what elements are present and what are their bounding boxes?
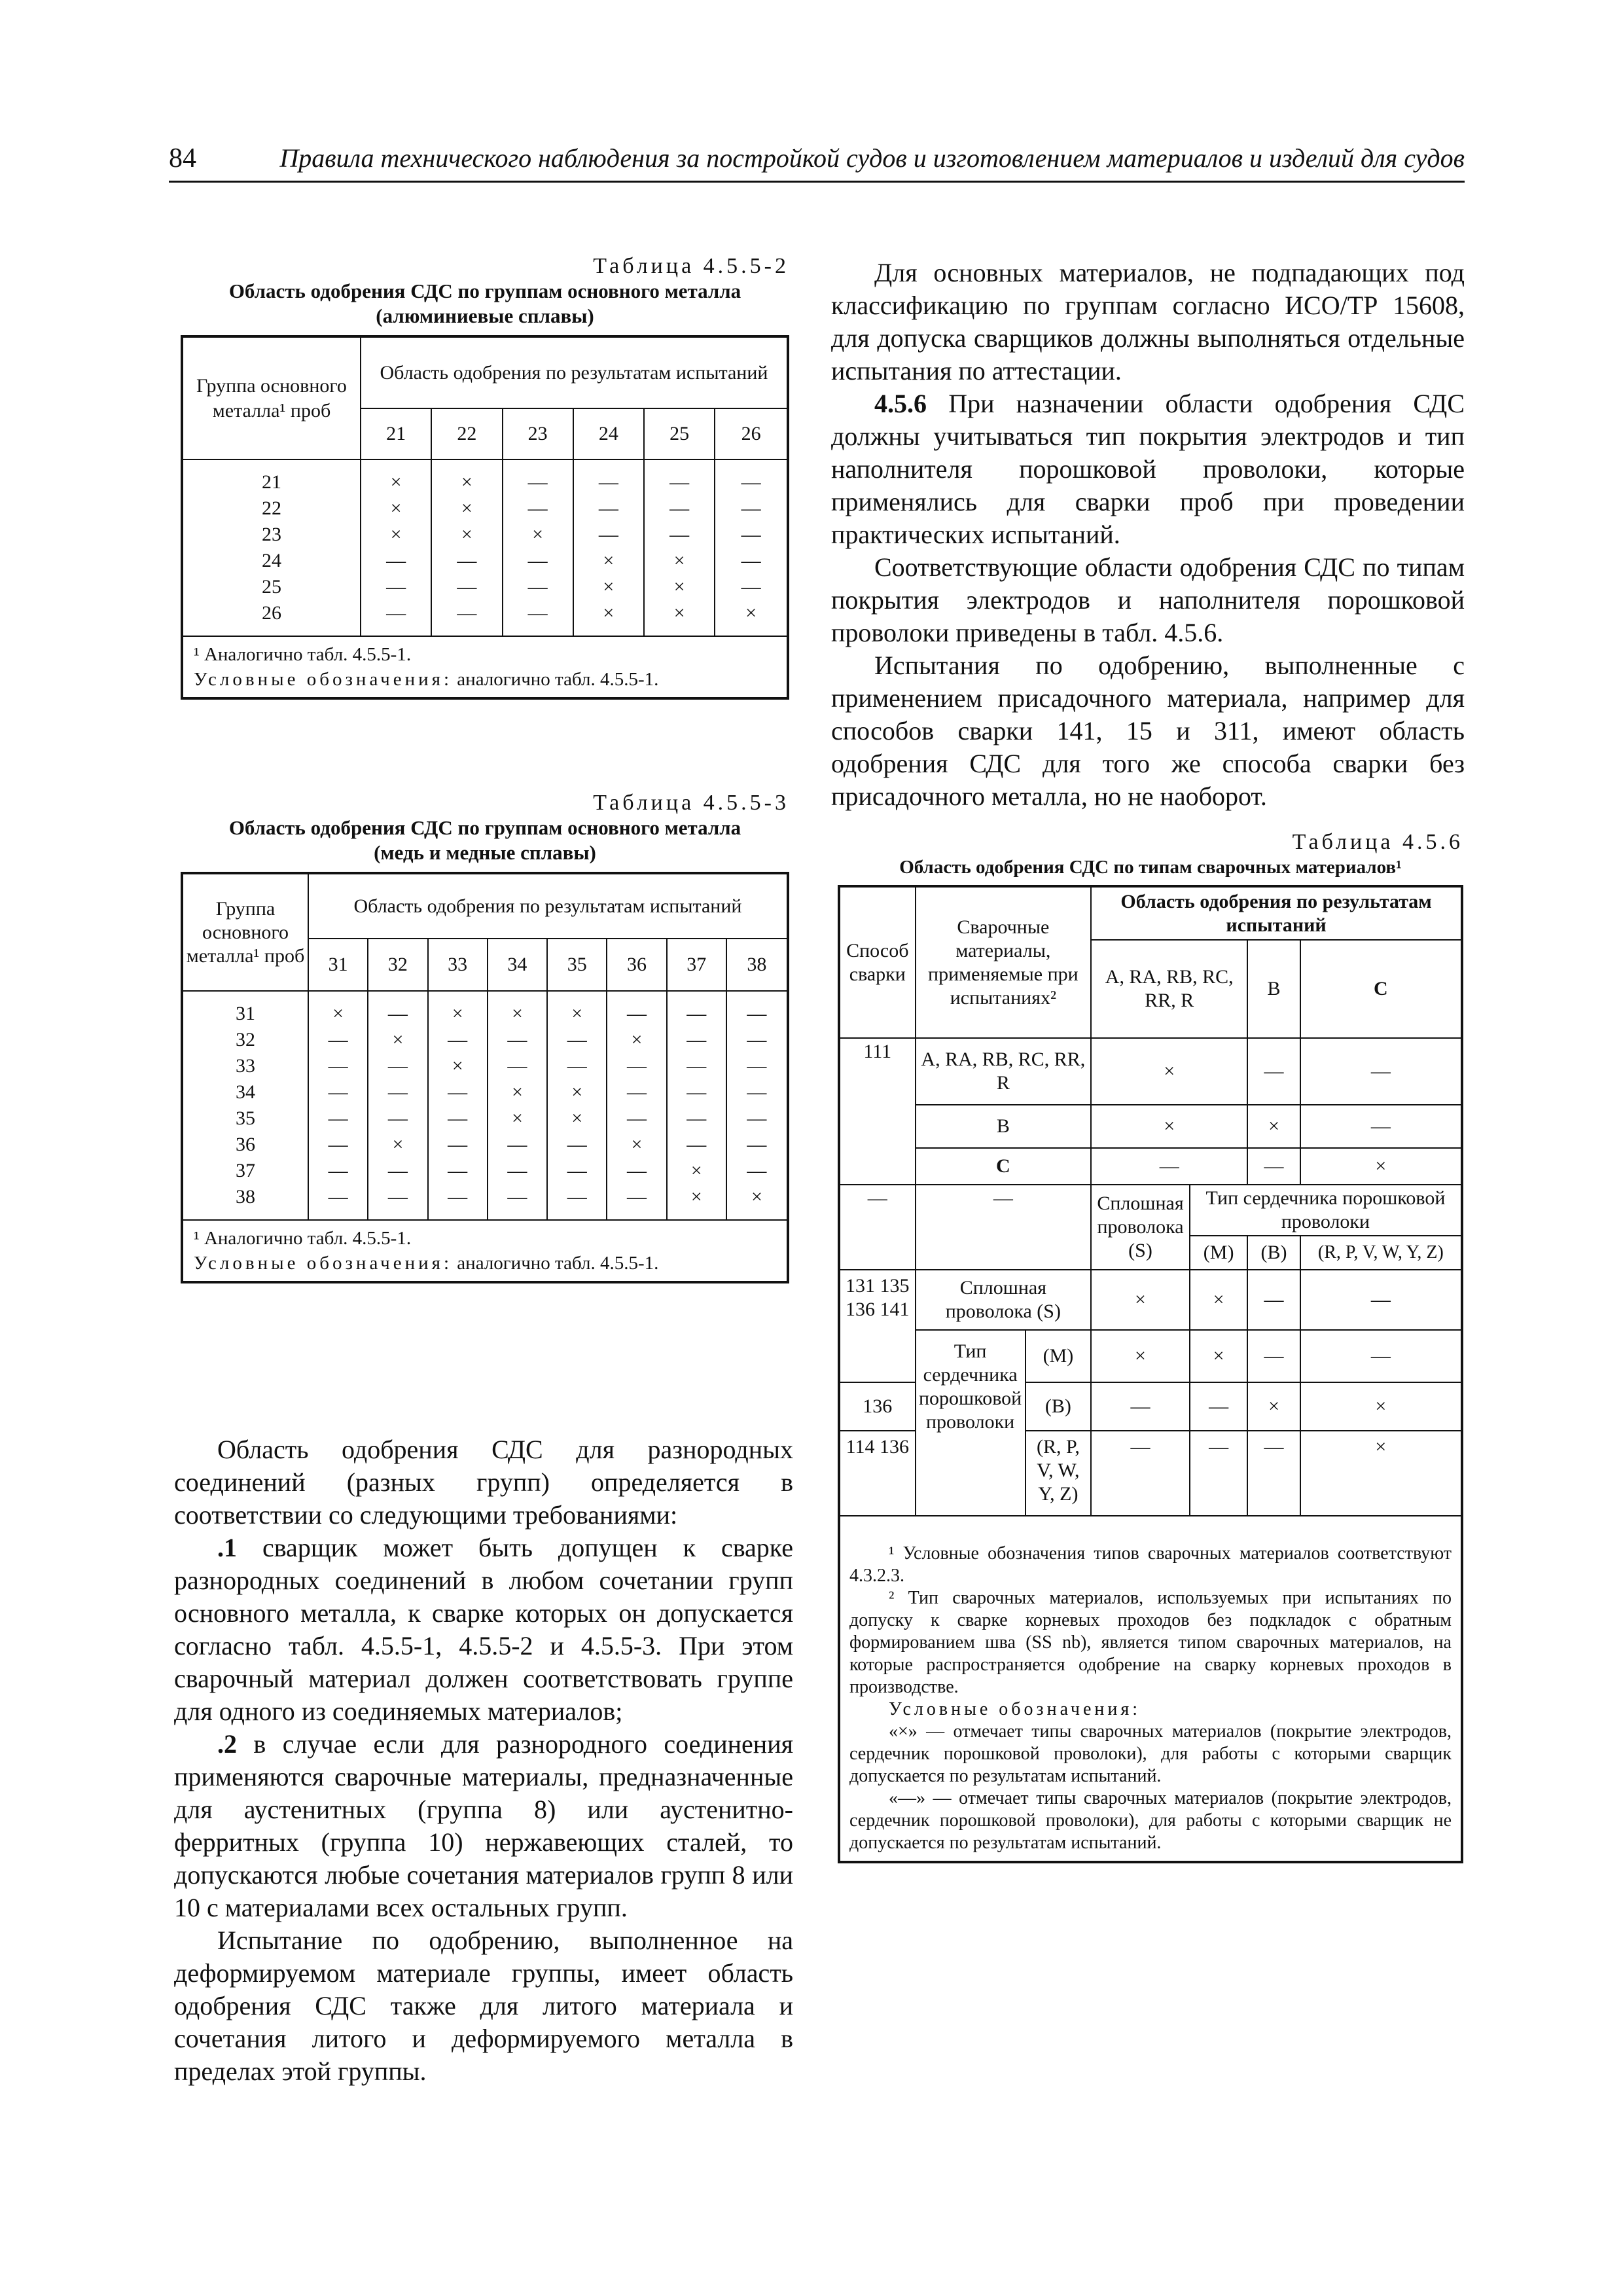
column-label: 26 xyxy=(715,408,788,459)
cell: — xyxy=(567,1160,587,1181)
cell: — xyxy=(387,1107,408,1129)
cell: — xyxy=(626,1003,647,1024)
cell: — xyxy=(626,1186,647,1208)
column-label: 21 xyxy=(361,408,431,459)
cell: — xyxy=(747,1160,767,1181)
cell: × xyxy=(603,550,615,571)
table-title: Область одобрения СДС по группам основного металла (алюминиевые сплавы) xyxy=(228,279,741,327)
material-solid: Сплошная проволока (S) xyxy=(916,1270,1092,1330)
material-b: (B) xyxy=(1026,1382,1092,1431)
cell: — xyxy=(626,1107,647,1129)
cell: — xyxy=(741,550,761,571)
cell: — xyxy=(747,1055,767,1077)
table-footnote: ¹ Аналогично табл. 4.5.5-1. Условные обозначения: аналогично табл. 4.5.5-1. xyxy=(182,1220,788,1282)
cell: — xyxy=(1247,1330,1300,1382)
cell: — xyxy=(507,1134,527,1155)
running-title: Правила технического наблюдения за постройкой судов и изготовлением материалов и изделий для судов xyxy=(279,143,1465,173)
cell: × xyxy=(1091,1330,1190,1382)
core-type-label: Тип сердечника порошковой проволоки xyxy=(916,1330,1026,1516)
cell: × xyxy=(1247,1105,1300,1148)
cell: — xyxy=(507,1055,527,1077)
cell: — xyxy=(527,471,548,493)
cell: — xyxy=(328,1160,348,1181)
cell: × xyxy=(392,1029,404,1050)
row-header: Группа основного металла¹ проб xyxy=(182,336,361,459)
paragraph: 4.5.6 При назначении области одобрения СДС должны учитываться тип покрытия электродов и тип наполнителя порошковой проволоки, которые применялись для сварки проб при проведении практических испытаний. xyxy=(831,389,1465,549)
column-label: 33 xyxy=(428,939,488,991)
cell: — xyxy=(527,602,548,624)
material-c: C xyxy=(916,1148,1092,1185)
cell: — xyxy=(457,576,477,598)
header-a-group: A, RA, RB, RC, RR, R xyxy=(1091,940,1247,1038)
cell: × xyxy=(571,1081,583,1103)
cell: × xyxy=(673,550,685,571)
right-body-text xyxy=(831,257,1465,813)
cell: — xyxy=(1300,1270,1462,1330)
column-label: 35 xyxy=(547,939,607,991)
value-column xyxy=(361,459,431,636)
group-label: 33 xyxy=(236,1055,255,1077)
column-label: 24 xyxy=(573,408,644,459)
cell: — xyxy=(567,1029,587,1050)
cell: × xyxy=(461,524,473,545)
cell: × xyxy=(1091,1270,1190,1330)
cell: — xyxy=(1247,1270,1300,1330)
cell: × xyxy=(673,602,685,624)
paragraph: Испытания по одобрению, выполненные с применением присадочного материала, например для способов сварки 141, 15 и 311, имеют область одобрения СДС для того же способа сварки без присадочного металла, но не наоборот. xyxy=(831,651,1465,811)
value-column xyxy=(644,459,715,636)
column-label: 25 xyxy=(644,408,715,459)
cell: — xyxy=(328,1029,348,1050)
group-label: 21 xyxy=(262,471,281,493)
column-label: 38 xyxy=(726,939,788,991)
cell: — xyxy=(687,1134,707,1155)
cell: — xyxy=(687,1107,707,1129)
group-label: 22 xyxy=(262,497,281,519)
cell: — xyxy=(448,1186,468,1208)
cell: — xyxy=(507,1186,527,1208)
cell: × xyxy=(1300,1431,1462,1516)
cell: × xyxy=(751,1186,762,1208)
cell: × xyxy=(745,602,757,624)
group-label: 38 xyxy=(236,1186,255,1208)
cell: — xyxy=(626,1055,647,1077)
table-456-block xyxy=(838,830,1463,1863)
value-column xyxy=(715,459,788,636)
cell: × xyxy=(1091,1105,1247,1148)
cell: — xyxy=(457,602,477,624)
cell: × xyxy=(461,471,473,493)
value-column xyxy=(607,991,666,1220)
cell: — xyxy=(598,524,618,545)
cell: × xyxy=(1300,1382,1462,1431)
cell: — xyxy=(747,1134,767,1155)
cell: — xyxy=(1300,1105,1462,1148)
cell: — xyxy=(598,471,618,493)
group-label: 32 xyxy=(236,1029,255,1050)
cell: — xyxy=(567,1186,587,1208)
header-method: Способ сварки xyxy=(839,886,916,1038)
cell: × xyxy=(511,1107,523,1129)
cell: — xyxy=(626,1081,647,1103)
paragraph: Испытание по одобрению, выполненное на деформируемом материале группы, имеет область одобрения СДС также для литого материала и сочетания литого и деформируемого металла в пределах этой группы. xyxy=(174,1926,793,2086)
cell: — xyxy=(669,524,690,545)
group-label: 34 xyxy=(236,1081,255,1103)
cell: — xyxy=(328,1107,348,1129)
cell: × xyxy=(1190,1270,1247,1330)
cell: × xyxy=(461,497,473,519)
material-b: B xyxy=(916,1105,1092,1148)
column-label: 32 xyxy=(368,939,427,991)
table-number: Таблица 4.5.5-2 xyxy=(593,254,789,278)
cell: — xyxy=(747,1003,767,1024)
value-column xyxy=(308,991,368,1220)
methods-g1: 131 135 136 141 xyxy=(839,1270,916,1382)
table-notes: ¹ Условные обозначения типов сварочных материалов соответствуют 4.3.2.3. ² Тип сварочных материалов, используемых при испытаниях по допуску к сварке корневых проходов без подкладок с обратным формированием шва (SS nb), является типом сварочных материалов, на которые распространяется одобрение на сварку корневых проходов в производстве. Условные обозначения: «×» — отмечает типы сварочных материалов (покрытие электродов, сердечник порошковой проволоки), для работы с которыми сварщик допускается по результатам испытаний. «—» — отмечает типы сварочных материалов (покрытие электродов, сердечник порошковой проволоки), для работы с которыми сварщик не допускается по результатам испытаний. xyxy=(839,1516,1462,1862)
table-4552-block xyxy=(181,254,789,700)
header-scope: Область одобрения по результатам испытаний xyxy=(1091,886,1462,940)
cell: — xyxy=(457,550,477,571)
cell: × xyxy=(631,1134,643,1155)
cell: × xyxy=(1091,1038,1247,1105)
cell: — xyxy=(687,1055,707,1077)
cell: — xyxy=(1247,1431,1300,1516)
cell: — xyxy=(448,1134,468,1155)
cell: — xyxy=(448,1160,468,1181)
value-column xyxy=(726,991,788,1220)
group-column xyxy=(182,459,361,636)
cell: — xyxy=(839,1185,916,1270)
sub-core-type: Тип сердечника порошковой проволоки xyxy=(1190,1185,1462,1236)
group-label: 23 xyxy=(262,524,281,545)
value-column xyxy=(428,991,488,1220)
sub-solid-wire: Сплошная проволока (S) xyxy=(1091,1185,1190,1270)
cell: × xyxy=(631,1029,643,1050)
cell: — xyxy=(387,1081,408,1103)
cell: — xyxy=(328,1134,348,1155)
cell: × xyxy=(571,1003,583,1024)
material-m: (M) xyxy=(1026,1330,1092,1382)
table-footnote: ¹ Аналогично табл. 4.5.5-1. Условные обозначения: аналогично табл. 4.5.5-1. xyxy=(182,636,788,698)
cell: × xyxy=(571,1107,583,1129)
cell: × xyxy=(1190,1330,1247,1382)
cell: — xyxy=(669,497,690,519)
cell: — xyxy=(527,497,548,519)
cell: — xyxy=(1300,1038,1462,1105)
value-column xyxy=(573,459,644,636)
cell: — xyxy=(328,1055,348,1077)
paragraph: .1 сварщик может быть допущен к сварке разнородных соединений в любом сочетании групп основного металла, к сварке которых он допускается согласно табл. 4.5.5-1, 4.5.5-2 и 4.5.5-3. При этом сварочный материал должен соответствовать группе для одного из соединяемых материалов; xyxy=(174,1533,793,1726)
cell: × xyxy=(603,602,615,624)
value-column xyxy=(368,991,427,1220)
cell: — xyxy=(328,1186,348,1208)
sub-b: (B) xyxy=(1247,1236,1300,1270)
group-label: 35 xyxy=(236,1107,255,1129)
page-header xyxy=(169,140,1465,183)
table-title: Область одобрения СДС по типам сварочных материалов¹ xyxy=(899,857,1402,878)
column-label: 37 xyxy=(667,939,726,991)
cell: — xyxy=(448,1107,468,1129)
cell: × xyxy=(673,576,685,598)
cell: × xyxy=(511,1081,523,1103)
sub-r: (R, P, V, W, Y, Z) xyxy=(1300,1236,1462,1270)
cell: — xyxy=(386,550,406,571)
cell: — xyxy=(741,576,761,598)
material-a: A, RA, RB, RC, RR, R xyxy=(916,1038,1092,1105)
cell: × xyxy=(390,524,402,545)
material-r: (R, P, V, W, Y, Z) xyxy=(1026,1431,1092,1516)
table-456 xyxy=(838,885,1463,1863)
cell: × xyxy=(452,1003,463,1024)
group-label: 36 xyxy=(236,1134,255,1155)
cell: — xyxy=(527,576,548,598)
cell: — xyxy=(626,1160,647,1181)
cell: — xyxy=(386,602,406,624)
header-materials: Сварочные материалы, применяемые при испытаниях² xyxy=(916,886,1092,1038)
method-136: 136 xyxy=(839,1382,916,1431)
cell: — xyxy=(687,1029,707,1050)
cell: × xyxy=(1300,1148,1462,1185)
cell: — xyxy=(1190,1382,1247,1431)
paragraph: Для основных материалов, не подпадающих под классификацию по группам согласно ИСО/ТР 15608, для допуска сварщиков должны выполняться отдельные испытания по аттестации. xyxy=(831,258,1465,386)
cell: × xyxy=(532,524,544,545)
sub-m: (M) xyxy=(1190,1236,1247,1270)
left-body-text xyxy=(174,1433,793,2088)
paragraph: .2 в случае если для разнородного соединения применяются сварочные материалы, предназначенные для аустенитных (группа 8) или аустенитно-ферритных (группа 10) нержавеющих сталей, то допускаются любые сочетания материалов групп 8 или 10 с материалами всех остальных групп. xyxy=(174,1729,793,1922)
column-label: 22 xyxy=(431,408,502,459)
cell: — xyxy=(747,1029,767,1050)
paragraph: Соответствующие области одобрения СДС по типам покрытия электродов и наполнителя порошковой проволоки приведены в табл. 4.5.6. xyxy=(831,552,1465,647)
cell: — xyxy=(328,1081,348,1103)
cell: — xyxy=(687,1081,707,1103)
cell: — xyxy=(1091,1382,1190,1431)
page-number: 84 xyxy=(169,143,196,173)
cell: — xyxy=(567,1055,587,1077)
table-4553 xyxy=(181,872,789,1283)
cell: — xyxy=(916,1185,1092,1270)
cell: — xyxy=(1247,1148,1300,1185)
cell: × xyxy=(511,1003,523,1024)
column-header: Область одобрения по результатам испытаний xyxy=(308,873,788,939)
cell: × xyxy=(603,576,615,598)
cell: — xyxy=(1190,1431,1247,1516)
group-label: 24 xyxy=(262,550,281,571)
cell: × xyxy=(392,1134,404,1155)
value-column xyxy=(667,991,726,1220)
cell: — xyxy=(1247,1038,1300,1105)
header-b: B xyxy=(1247,940,1300,1038)
cell: — xyxy=(507,1160,527,1181)
table-4553-block xyxy=(181,791,789,1283)
cell: — xyxy=(741,524,761,545)
method-111: 111 xyxy=(839,1038,916,1185)
value-column xyxy=(547,991,607,1220)
paragraph: Область одобрения СДС для разнородных соединений (разных групп) определяется в соответствии со следующими требованиями: xyxy=(174,1435,793,1530)
group-label: 31 xyxy=(236,1003,255,1024)
cell: — xyxy=(1091,1431,1190,1516)
cell: × xyxy=(1247,1382,1300,1431)
column-label: 31 xyxy=(308,939,368,991)
value-column xyxy=(503,459,573,636)
cell: × xyxy=(452,1055,463,1077)
table-4552 xyxy=(181,335,789,700)
table-number: Таблица 4.5.5-3 xyxy=(593,791,789,815)
cell: — xyxy=(741,497,761,519)
cell: — xyxy=(448,1081,468,1103)
cell: — xyxy=(386,576,406,598)
group-label: 37 xyxy=(236,1160,255,1181)
cell: — xyxy=(741,471,761,493)
group-label: 25 xyxy=(262,576,281,598)
column-label: 36 xyxy=(607,939,666,991)
methods-g3: 114 136 xyxy=(839,1431,916,1516)
cell: — xyxy=(527,550,548,571)
cell: — xyxy=(387,1186,408,1208)
cell: — xyxy=(507,1029,527,1050)
value-column xyxy=(488,991,547,1220)
cell: — xyxy=(567,1134,587,1155)
table-number: Таблица 4.5.6 xyxy=(1292,830,1463,854)
cell: × xyxy=(390,471,402,493)
cell: — xyxy=(1091,1148,1247,1185)
cell: — xyxy=(1300,1330,1462,1382)
header-c: C xyxy=(1300,940,1462,1038)
group-label: 26 xyxy=(262,602,281,624)
value-column xyxy=(431,459,502,636)
cell: — xyxy=(598,497,618,519)
cell: — xyxy=(448,1029,468,1050)
row-header: Группа основного металла¹ проб xyxy=(182,873,308,991)
cell: — xyxy=(387,1055,408,1077)
table-title: Область одобрения СДС по группам основного металла (медь и медные сплавы) xyxy=(228,816,741,864)
cell: — xyxy=(387,1160,408,1181)
cell: × xyxy=(690,1186,702,1208)
column-label: 23 xyxy=(503,408,573,459)
column-label: 34 xyxy=(488,939,547,991)
group-column xyxy=(182,991,308,1220)
cell: × xyxy=(332,1003,344,1024)
cell: — xyxy=(387,1003,408,1024)
cell: — xyxy=(669,471,690,493)
cell: × xyxy=(390,497,402,519)
cell: — xyxy=(687,1003,707,1024)
cell: × xyxy=(690,1160,702,1181)
column-header: Область одобрения по результатам испытаний xyxy=(361,336,788,408)
cell: — xyxy=(747,1081,767,1103)
cell: — xyxy=(747,1107,767,1129)
